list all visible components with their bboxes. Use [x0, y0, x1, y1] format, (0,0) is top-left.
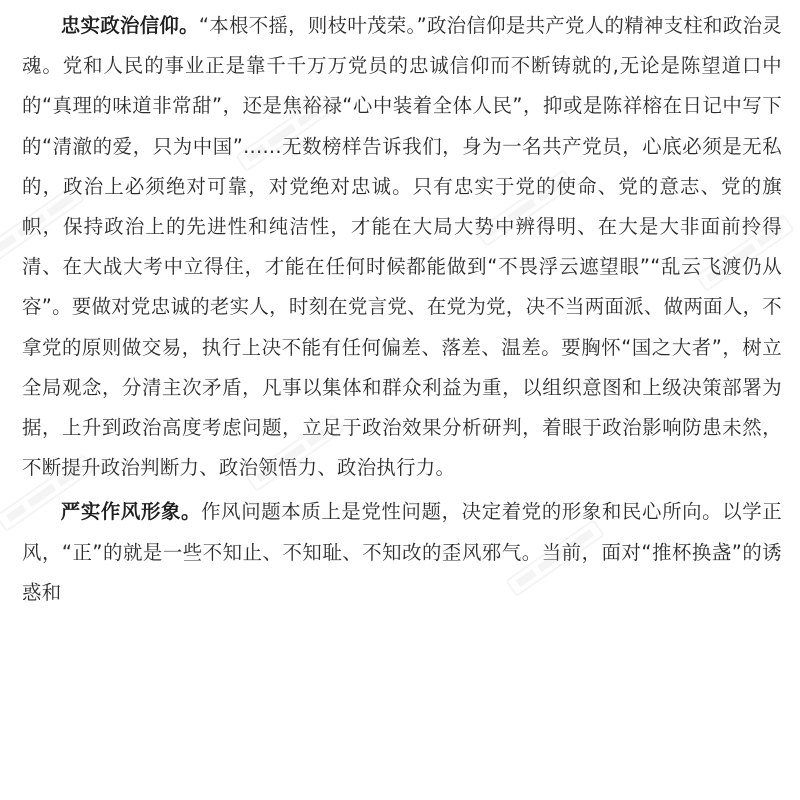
paragraph-work-style: [22, 492, 782, 613]
paragraph-political-faith: [22, 6, 782, 488]
document-page: [22, 6, 782, 613]
paragraph-body: 作风问题本质上是党性问题，决定着党的形象和民心所向。以学正风，“正”的就是一些不知止、不知耻、不知改的歪风邪气。当前，面对“推杯换盏”的诱惑和: [22, 500, 782, 604]
paragraph-body: “本根不摇，则枝叶茂荣。”政治信仰是共产党人的精神支柱和政治灵魂。党和人民的事业正是靠千千万万党员的忠诚信仰而不断铸就的,无论是陈望道口中的“真理的味道非常甜”，还是焦裕禄“心中装着全体人民”，抑或是陈祥榕在日记中写下的“清澈的爱，只为中国”......无数榜样告诉我们，身为一名共产党员，心底必须是无私的，政治上必须绝对可靠，对党绝对忠诚。只有忠实于党的使命、党的意志、党的旗帜，保持政治上的先进性和纯洁性，才能在大局大势中辨得明、在大是大非面前拎得清、在大战大考中立得住，才能在任何时候都能做到“不畏浮云遮望眼”“乱云飞渡仍从容”。要做对党忠诚的老实人，时刻在党言党、在党为党，决不当两面派、做两面人，不拿党的原则做交易，执行上决不能有任何偏差、落差、温差。要胸怀“国之大者”，树立全局观念，分清主次矛盾，凡事以集体和群众利益为重，以组织意图和上级决策部署为据，上升到政治高度考虑问题，立足于政治效果分析研判，着眼于政治影响防患未然，不断提升政治判断力、政治领悟力、政治执行力。: [22, 14, 782, 480]
paragraph-heading: 忠实政治信仰。: [60, 14, 199, 37]
paragraph-heading: 严实作风形象。: [60, 500, 202, 524]
